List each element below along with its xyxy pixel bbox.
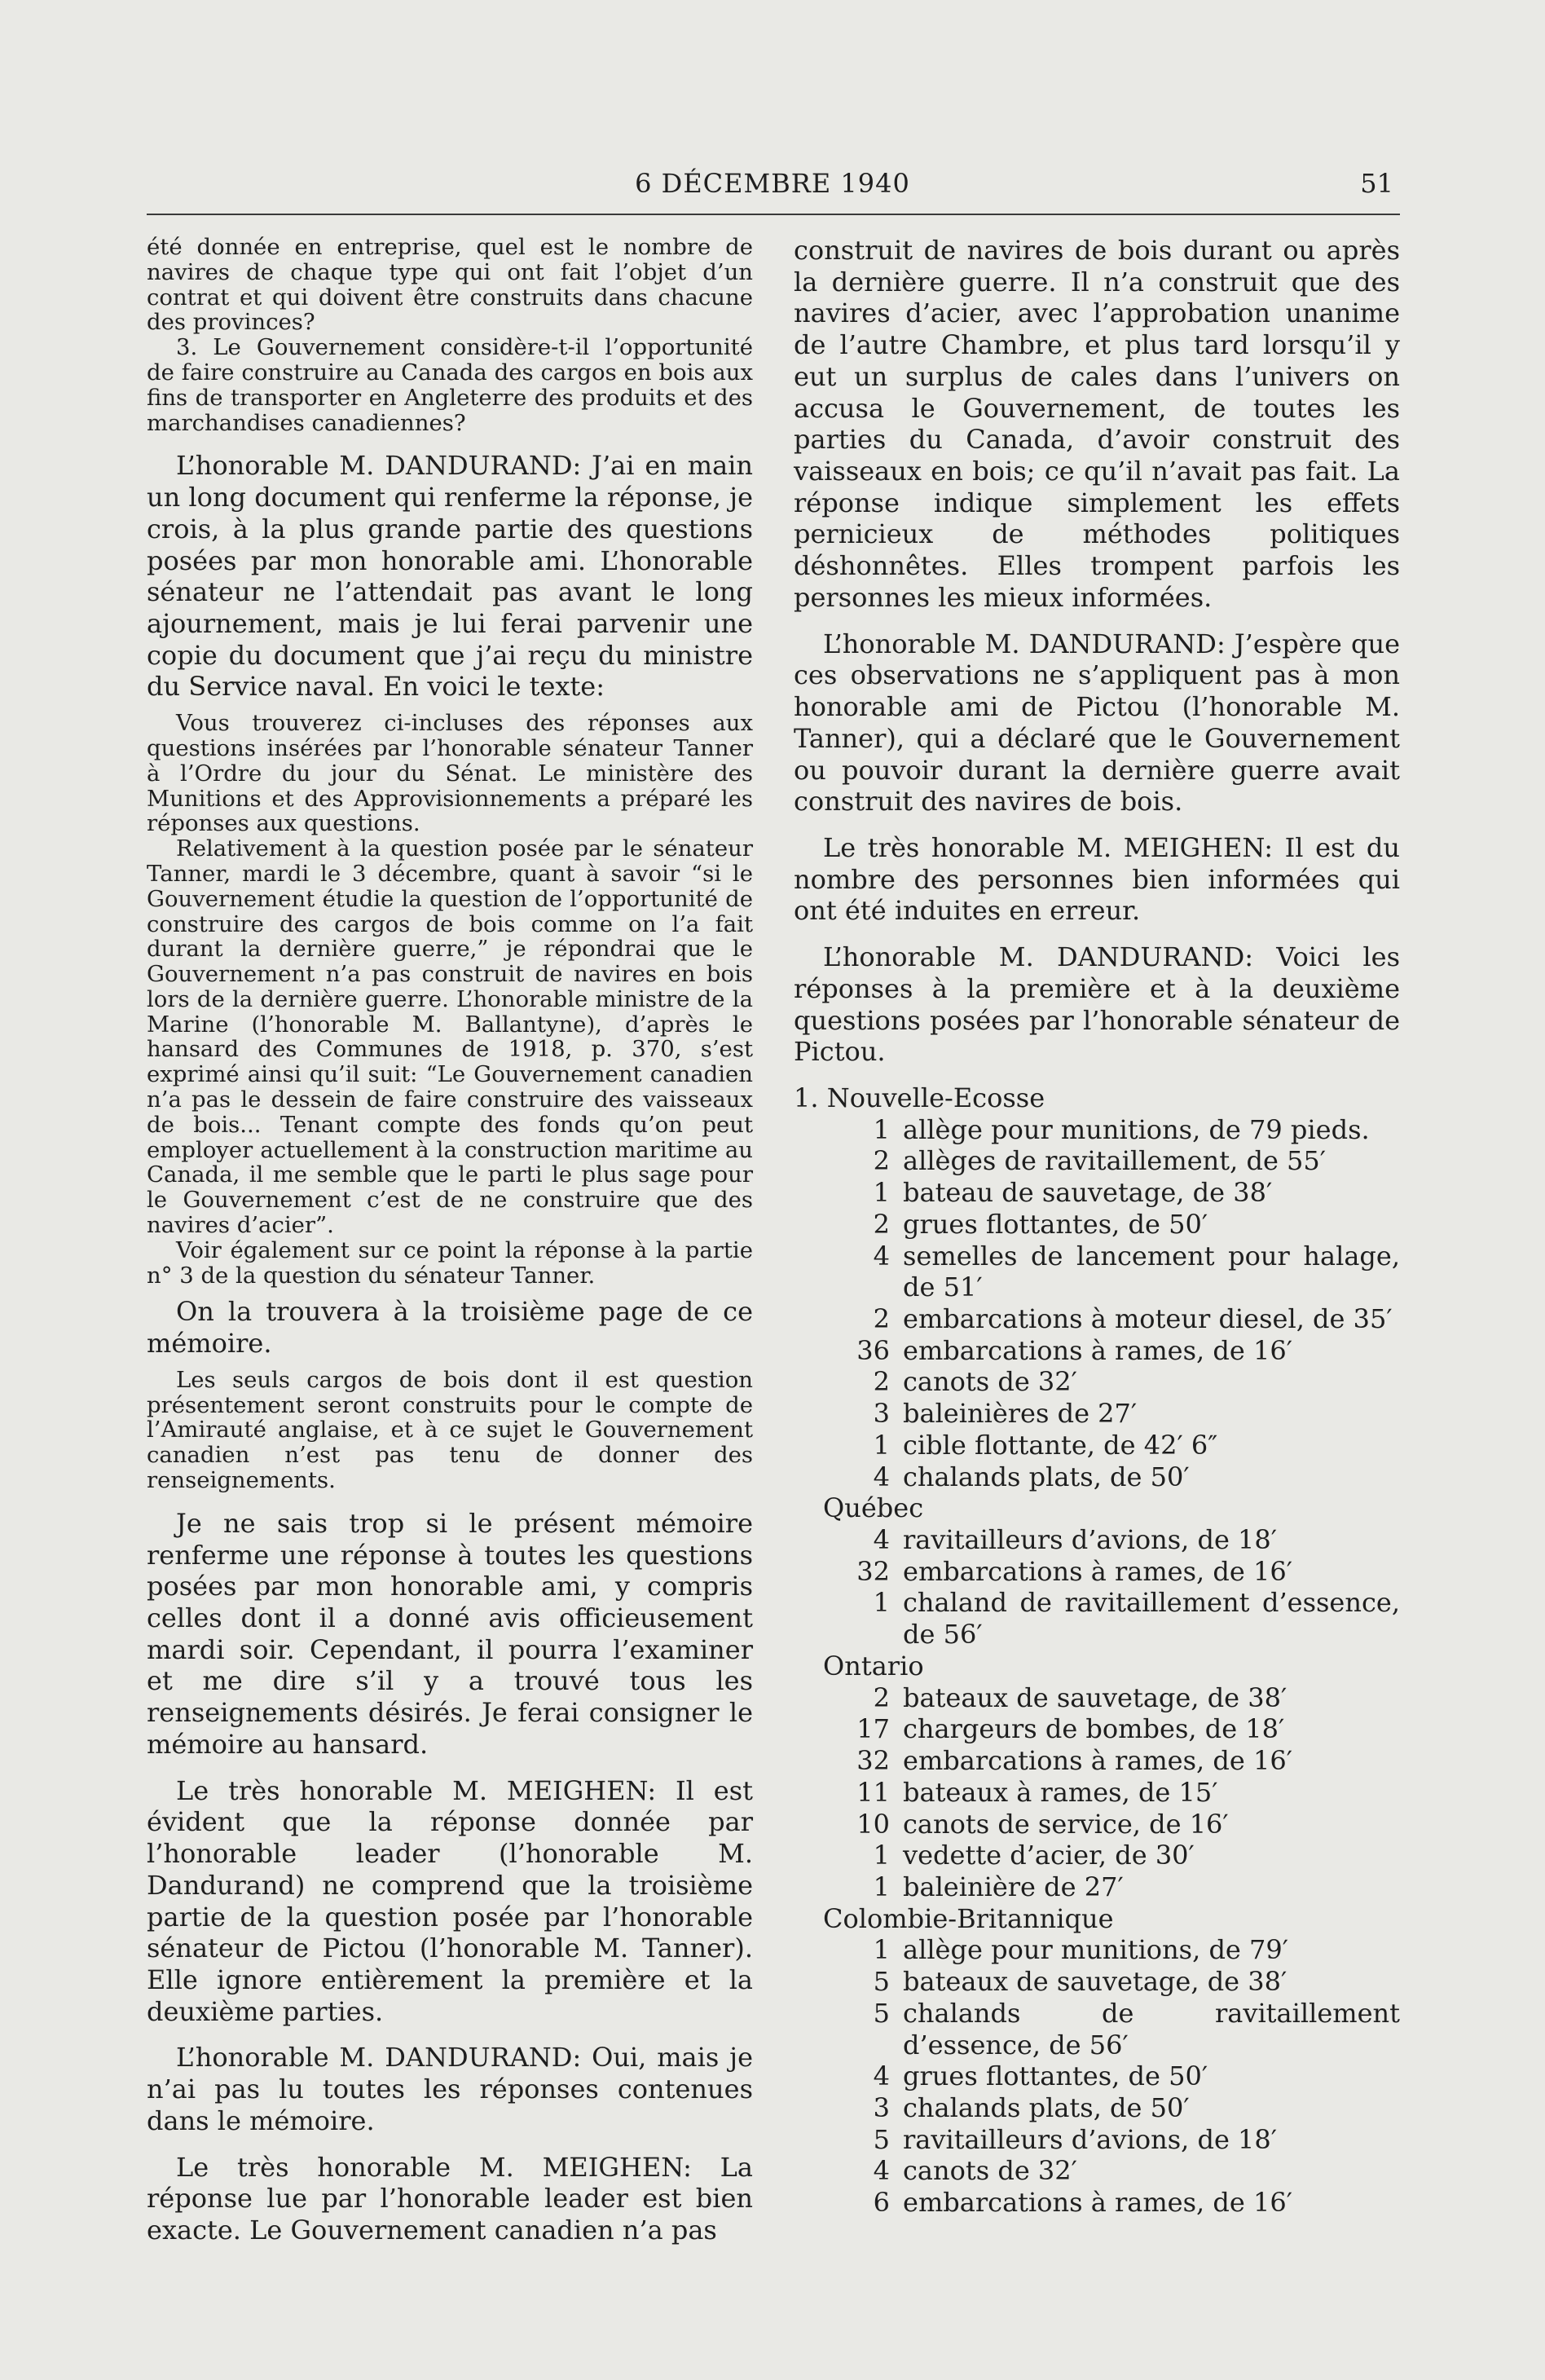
item-quantity: 5 bbox=[873, 1966, 890, 1998]
item-description: chaland de ravitaillement d’essence, de 56′ bbox=[903, 1587, 1400, 1651]
vessel-list bbox=[794, 1082, 1400, 2219]
list-item bbox=[823, 1998, 1400, 2060]
meighen-remark-3: Le très honorable M. MEIGHEN: Il est du nombre des personnes bien informées qui ont été induites en erreur. bbox=[794, 831, 1400, 927]
province-heading: 1. Nouvelle-Ecosse bbox=[794, 1082, 1045, 1113]
dandurand-reply-5: L’honorable M. DANDURAND: Voici les réponses à la première et à la deuxième questions posées par l’honorable sénateur de Pictou. bbox=[794, 941, 1400, 1068]
item-quantity: 3 bbox=[873, 2091, 890, 2123]
province-heading: Colombie-Britannique bbox=[823, 1902, 1114, 1934]
item-quantity: 11 bbox=[856, 1776, 890, 1808]
list-item bbox=[823, 1682, 1400, 1714]
item-description: grues flottantes, de 50′ bbox=[903, 2060, 1208, 2092]
list-item bbox=[823, 2060, 1400, 2092]
list-item bbox=[823, 1303, 1400, 1335]
memo-note: On la trouvera à la troisième page de ce mémoire. bbox=[147, 1296, 753, 1360]
meighen-remark-2: Le très honorable M. MEIGHEN: La réponse lue par l’honorable leader est bien exacte. Le Gouvernement canadien n’a pas bbox=[147, 2151, 753, 2246]
item-quantity: 32 bbox=[856, 1745, 890, 1777]
item-description: canots de service, de 16′ bbox=[903, 1808, 1229, 1840]
header-rule bbox=[147, 214, 1400, 215]
list-item bbox=[823, 1430, 1400, 1461]
question-continuation: été donnée en entreprise, quel est le nombre de navires de chaque type qui ont fait l’objet d’un contrat et qui doivent être construits dans chacune des provinces? bbox=[147, 234, 753, 336]
list-item bbox=[823, 1177, 1400, 1209]
list-item bbox=[823, 1241, 1400, 1303]
item-description: chargeurs de bombes, de 18′ bbox=[903, 1713, 1285, 1745]
item-description: baleinière de 27′ bbox=[903, 1871, 1124, 1902]
item-description: chalands plats, de 50′ bbox=[903, 2091, 1190, 2123]
list-item bbox=[823, 1114, 1400, 1146]
item-description: semelles de lancement pour halage, de 51′ bbox=[903, 1240, 1400, 1303]
item-description: ravitailleurs d’avions, de 18′ bbox=[903, 2123, 1278, 2155]
item-description: bateaux de sauvetage, de 38′ bbox=[903, 1966, 1288, 1998]
dandurand-reply-1: L’honorable M. DANDURAND: J’ai en main un long document qui renferme la réponse, je crois, à la plus grande partie des questions posées par mon honorable ami. L’honorable sénateur ne l’attendait pas avant le long ajournement, mais je lui ferai parvenir une copie du document que j’ai reçu du ministre du Service naval. En voici le texte: bbox=[147, 450, 753, 703]
item-description: canots de 32′ bbox=[903, 2155, 1077, 2187]
item-description: allège pour munitions, de 79′ bbox=[903, 1934, 1289, 1966]
list-item bbox=[823, 1556, 1400, 1588]
list-item bbox=[823, 1840, 1400, 1871]
left-column bbox=[147, 235, 753, 2246]
item-description: embarcations à rames, de 16′ bbox=[903, 2187, 1292, 2219]
item-description: embarcations à moteur diesel, de 35′ bbox=[903, 1303, 1393, 1334]
item-description: embarcations à rames, de 16′ bbox=[903, 1555, 1292, 1587]
list-item bbox=[823, 2124, 1400, 2156]
dandurand-reply-3: L’honorable M. DANDURAND: Oui, mais je n’ai pas lu toutes les réponses contenues dans le mémoire. bbox=[147, 2042, 753, 2136]
item-quantity: 1 bbox=[873, 1934, 890, 1966]
list-item bbox=[823, 1966, 1400, 1998]
list-item bbox=[823, 1713, 1400, 1745]
province-heading: Québec bbox=[823, 1492, 924, 1524]
question-part-3: 3. Le Gouvernement considère-t-il l’opportunité de faire construire au Canada des cargos en bois aux fins de transporter en Angleterre des produits et des marchandises canadiennes? bbox=[147, 334, 753, 436]
item-description: bateaux de sauvetage, de 38′ bbox=[903, 1681, 1288, 1713]
item-quantity: 2 bbox=[873, 1145, 890, 1177]
list-item bbox=[823, 1777, 1400, 1809]
item-quantity: 1 bbox=[873, 1429, 890, 1461]
item-description: embarcations à rames, de 16′ bbox=[903, 1745, 1292, 1777]
list-item bbox=[823, 1871, 1400, 1903]
meighen-remark-1: Le très honorable M. MEIGHEN: Il est évident que la réponse donnée par l’honorable leader (l’honorable M. Dandurand) ne comprend que la troisième partie de la question posée par l’honorable sénateur de Pictou (l’honorable M. Tanner). Elle ignore entièrement la première et la deuxième parties. bbox=[147, 1774, 753, 2027]
dandurand-reply-4: L’honorable M. DANDURAND: J’espère que ces observations ne s’appliquent pas à mon honorable ami de Pictou (l’honorable M. Tanner), qui a déclaré que le Gouvernement ou pouvoir durant la dernière guerre avait construit des navires de bois. bbox=[794, 628, 1400, 818]
item-description: chalands de ravitaillement d’essence, de 56′ bbox=[903, 1997, 1400, 2060]
dandurand-reply-2: Je ne sais trop si le présent mémoire renferme une réponse à toutes les questions posées par mon honorable ami, y compris celles dont il a donné avis officieusement mardi soir. Cependant, il pourra l’examiner et me dire s’il y a trouvé tous les renseignements désirés. Je ferai consigner le mémoire au hansard. bbox=[147, 1507, 753, 1760]
item-description: grues flottantes, de 50′ bbox=[903, 1208, 1208, 1240]
meighen-remark-continuation: construit de navires de bois durant ou après la dernière guerre. Il n’a construit que des navires d’acier, avec l’approbation unanime de l’autre Chambre, et plus tard lorsqu’il y eut un surplus de cales dans l’univers on accusa le Gouvernement, de toutes les parties du Canada, d’avoir construit des vaisseaux en bois; ce qu’il n’avait pas fait. La réponse indique simplement les effets pernicieux de méthodes politiques déshonnêtes. Elles trompent parfois les personnes les mieux informées. bbox=[794, 235, 1400, 613]
memo-paragraph-3: Voir également sur ce point la réponse à la partie n° 3 de la question du sénateur Tanner. bbox=[147, 1236, 753, 1289]
item-quantity: 6 bbox=[873, 2187, 890, 2219]
item-quantity: 2 bbox=[873, 1366, 890, 1398]
item-quantity: 1 bbox=[873, 1840, 890, 1871]
list-item bbox=[823, 2155, 1400, 2187]
page-number: 51 bbox=[1360, 168, 1393, 199]
list-item bbox=[823, 1335, 1400, 1367]
page-header-date: 6 DÉCEMBRE 1940 bbox=[635, 168, 910, 199]
item-quantity: 5 bbox=[873, 2123, 890, 2155]
memo-paragraph-1: Vous trouverez ci-incluses des réponses aux questions insérées par l’honorable sénateur Tanner à l’Ordre du jour du Sénat. Le ministère des Munitions et des Approvisionnements a préparé les réponses aux questions. bbox=[147, 710, 753, 837]
item-description: ravitailleurs d’avions, de 18′ bbox=[903, 1524, 1278, 1556]
item-description: chalands plats, de 50′ bbox=[903, 1461, 1190, 1492]
item-description: baleinières de 27′ bbox=[903, 1398, 1138, 1430]
item-description: bateau de sauvetage, de 38′ bbox=[903, 1177, 1273, 1209]
item-quantity: 1 bbox=[873, 1177, 890, 1209]
item-quantity: 1 bbox=[873, 1587, 890, 1619]
list-item bbox=[823, 1145, 1400, 1177]
item-quantity: 4 bbox=[873, 1240, 890, 1272]
memo-paragraph-2: Relativement à la question posée par le sénateur Tanner, mardi le 3 décembre, quant à savoir “si le Gouvernement étudie la question de l’opportunité de construire des cargos de bois comme on l’a fait durant la dernière guerre,” je répondrai que le Gouvernement n’a pas construit de navires en bois lors de la dernière guerre. L’honorable ministre de la Marine (l’honorable M. Ballantyne), d’après le hansard des Communes de 1918, p. 370, s’est exprimé ainsi qu’il suit: “Le Gouvernement canadien n’a pas le dessein de faire construire des vaisseaux de bois... Tenant compte des fonds qu’on peut employer actuellement à la construction maritime au Canada, il me semble que le parti le plus sage pour le Gouvernement c’est de ne construire que des navires d’acier”. bbox=[147, 835, 753, 1239]
list-item bbox=[823, 1461, 1400, 1493]
item-quantity: 4 bbox=[873, 1524, 890, 1556]
list-item bbox=[823, 1934, 1400, 1966]
list-item bbox=[823, 1209, 1400, 1241]
item-quantity: 32 bbox=[856, 1555, 890, 1587]
memo-paragraph-4: Les seuls cargos de bois dont il est question présentement seront construits pour le compte de l’Amirauté anglaise, et à ce sujet le Gouvernement canadien n’est pas tenu de donner des renseignements. bbox=[147, 1366, 753, 1494]
item-description: cible flottante, de 42′ 6″ bbox=[903, 1429, 1218, 1461]
item-quantity: 4 bbox=[873, 1461, 890, 1492]
list-item bbox=[823, 1745, 1400, 1777]
item-quantity: 2 bbox=[873, 1208, 890, 1240]
item-quantity: 3 bbox=[873, 1398, 890, 1430]
item-quantity: 1 bbox=[873, 1113, 890, 1145]
item-quantity: 4 bbox=[873, 2155, 890, 2187]
item-quantity: 1 bbox=[873, 1871, 890, 1902]
item-quantity: 4 bbox=[873, 2060, 890, 2092]
list-item bbox=[823, 1398, 1400, 1430]
item-quantity: 36 bbox=[856, 1334, 890, 1366]
province-heading: Ontario bbox=[823, 1650, 924, 1681]
item-quantity: 5 bbox=[873, 1997, 890, 2029]
item-description: allèges de ravitaillement, de 55′ bbox=[903, 1145, 1327, 1177]
list-item bbox=[823, 1366, 1400, 1398]
list-item bbox=[823, 1524, 1400, 1556]
item-description: canots de 32′ bbox=[903, 1366, 1077, 1398]
item-quantity: 2 bbox=[873, 1681, 890, 1713]
list-item bbox=[823, 2092, 1400, 2124]
list-item bbox=[823, 1587, 1400, 1650]
list-item bbox=[823, 1809, 1400, 1840]
item-description: embarcations à rames, de 16′ bbox=[903, 1334, 1292, 1366]
item-quantity: 17 bbox=[856, 1713, 890, 1745]
item-quantity: 10 bbox=[856, 1808, 890, 1840]
item-description: bateaux à rames, de 15′ bbox=[903, 1776, 1218, 1808]
item-quantity: 2 bbox=[873, 1303, 890, 1334]
item-description: allège pour munitions, de 79 pieds. bbox=[903, 1113, 1370, 1145]
right-column bbox=[794, 235, 1400, 2219]
item-description: vedette d’acier, de 30′ bbox=[903, 1840, 1195, 1871]
list-item bbox=[823, 2187, 1400, 2219]
